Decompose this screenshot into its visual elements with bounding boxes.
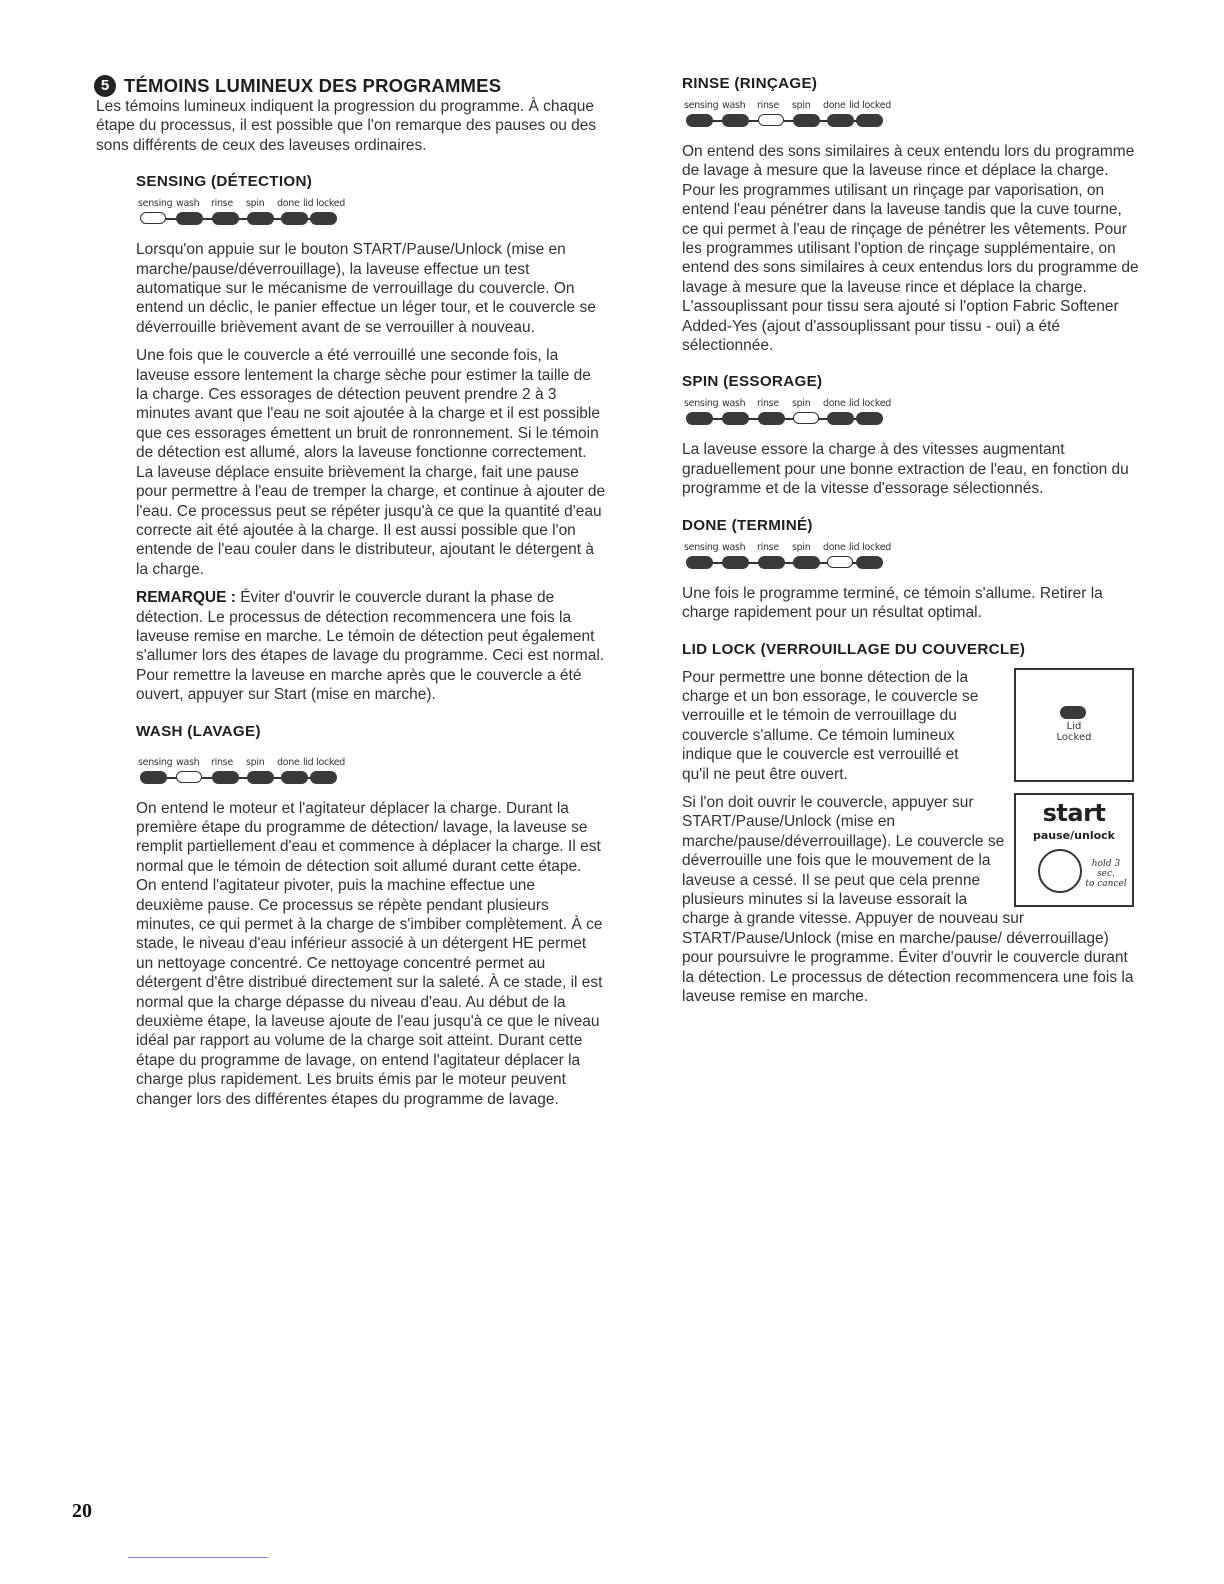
label-spin: spin	[246, 756, 265, 768]
label-done: done	[823, 398, 846, 410]
label-sensing: sensing	[684, 541, 719, 553]
start-sublabel: pause/unlock	[1033, 828, 1115, 842]
lid-lock-block-2	[682, 793, 1142, 1006]
label-lid-locked: lid locked	[849, 541, 892, 553]
label-sensing: sensing	[138, 198, 173, 210]
pill-sensing-lit	[140, 212, 166, 224]
program-indicator	[684, 541, 892, 574]
indicator-bar	[138, 771, 338, 785]
hold-text: hold 3 sec.	[1091, 858, 1121, 879]
section-title-row	[96, 74, 606, 98]
sensing-paragraph-2: Une fois que le couvercle a été verrouillé une seconde fois, la laveuse essore lentement la charge sèche pour estimer la taille de la charge. Ces essorages de détection peuvent prendre 2 à 3 minutes avant que l'eau ne soit ajoutée à la charge et il est possible que ces essorages émettent un bruit de ronronnement. Si le témoin de détection est allumé, alors la laveuse fonctionne correctement. La laveuse déplace ensuite brièvement la charge, fait une pause pour permettre à l'eau de tremper la charge, et continue à ajouter de l'eau. Ce processus peut se répéter jusqu'à ce que la quantité d'eau correcte ait été ajoutée à la charge. Il est aussi possible que l'on entende de l'eau couler dans le distributeur, ajoutant le détergent à la charge.	[136, 347, 606, 578]
pill-done	[827, 412, 854, 425]
remarque-text: Éviter d'ouvrir le couvercle durant la phase de détection. Le processus de détection recommencera une fois la laveuse remise en marche. Le témoin de détection peut également s'allumer lors des étapes de lavage du programme. Ceci est normal. Pour remettre la laveuse en marche après que le couvercle a été ouvert, appuyer sur Start (mise en marche).	[136, 589, 605, 704]
label-rinse: rinse	[211, 198, 233, 210]
label-spin: spin	[246, 198, 265, 210]
rinse-heading: RINSE (RINÇAGE)	[682, 75, 818, 92]
lid-label: Lid	[1066, 720, 1082, 732]
pill-spin	[247, 212, 274, 225]
pill-lid-locked	[856, 412, 883, 425]
indicator-bar	[138, 212, 338, 226]
label-lid-locked: lid locked	[849, 398, 892, 410]
label-done: done	[277, 198, 300, 210]
wash-block	[136, 705, 606, 1110]
program-indicator	[684, 398, 892, 430]
wash-heading: WASH (LAVAGE)	[136, 722, 261, 740]
sensing-remarque	[136, 588, 606, 704]
done-paragraph: Une fois le programme terminé, ce témoin s'allume. Retirer la charge rapidement pour un résultat optimal.	[682, 584, 1103, 622]
pill-lid-locked	[310, 212, 337, 225]
sensing-block	[136, 155, 606, 704]
lid-lock-block-1	[682, 668, 1142, 784]
pill-rinse	[758, 556, 785, 569]
program-indicator	[684, 100, 892, 132]
label-sensing: sensing	[684, 398, 719, 410]
label-rinse: rinse	[757, 541, 779, 553]
pill-rinse-lit	[758, 114, 784, 126]
pill-lid-locked	[310, 771, 337, 784]
pill-spin	[793, 556, 820, 569]
program-indicator	[138, 198, 346, 230]
sensing-paragraph-1: Lorsqu'on appuie sur le bouton START/Pause/Unlock (mise en marche/pause/déverrouillage), la laveuse effectue un test automatique sur le mécanisme de verrouillage du couvercle. On entend un déclic, le panier effectue un léger tour, et le couvercle se déverrouille brièvement avant de se verrouiller à nouveau.	[136, 241, 596, 336]
pill-done	[827, 114, 854, 127]
lid-locked-label	[1016, 721, 1132, 743]
pill-wash	[722, 412, 749, 425]
pill-sensing	[686, 556, 713, 569]
lid-lock-paragraph-2-text: Si l'on doit ouvrir le couvercle, appuyer sur START/Pause/Unlock (mise en marche/pause/déverrouillage). Le couvercle se déverrouille une fois que le mouvement de la laveuse a cessé. Il se peut que cela prenne plusieurs minutes si la laveuse essorait la charge à grande vitesse. Appuyer de nouveau sur START/Pause/Unlock (mise en marche/pause/ déverrouillage) pour poursuivre le programme. Éviter d'ouvrir le couvercle durant la détection. Le processus de détection recommencera une fois la laveuse remise en marche.	[682, 793, 1134, 1005]
pill-lid-locked	[856, 114, 883, 127]
section-title: TÉMOINS LUMINEUX DES PROGRAMMES	[124, 75, 502, 96]
label-lid-locked: lid locked	[849, 100, 892, 111]
indicator-bar	[684, 114, 884, 128]
done-heading: DONE (TERMINÉ)	[682, 516, 813, 534]
lid-lock-paragraph-1: Pour permettre une bonne détection de la charge et un bon essorage, le couvercle se verrouille et le témoin de verrouillage du couvercle s'allume. Ce témoin lumineux indique que le couvercle est verrouillé et qu'il ne peut être ouvert.	[682, 668, 979, 783]
program-indicator	[138, 756, 346, 789]
lid-locked-light	[1060, 706, 1086, 719]
pill-spin-lit	[793, 412, 819, 424]
cancel-text: to cancel	[1085, 878, 1127, 889]
label-lid-locked: lid locked	[303, 198, 346, 210]
label-spin: spin	[792, 100, 811, 111]
label-lid-locked: lid locked	[303, 756, 346, 768]
hold-to-cancel-note	[1082, 859, 1130, 889]
sensing-heading: SENSING (DÉTECTION)	[136, 173, 313, 191]
left-column	[96, 74, 606, 1109]
indicator-bar	[684, 412, 884, 426]
pill-done-lit	[827, 556, 853, 568]
pill-spin	[793, 114, 820, 127]
label-sensing: sensing	[684, 100, 719, 111]
pill-wash	[722, 114, 749, 127]
pill-wash-lit	[176, 771, 202, 783]
page-number: 20	[72, 1500, 92, 1522]
label-sensing: sensing	[138, 756, 173, 768]
pill-rinse	[758, 412, 785, 425]
label-wash: wash	[722, 398, 746, 410]
pill-wash	[722, 556, 749, 569]
lid-locked-indicator-figure	[1014, 668, 1134, 782]
label-wash: wash	[176, 756, 200, 768]
label-rinse: rinse	[757, 100, 779, 111]
label-wash: wash	[722, 100, 746, 111]
section-intro: Les témoins lumineux indiquent la progression du programme. À chaque étape du processus, il est possible que l'on remarque des pauses ou des sons différents de ceux des laveuses ordinaires.	[96, 98, 597, 154]
label-wash: wash	[722, 541, 746, 553]
pill-done	[281, 771, 308, 784]
pill-sensing	[686, 114, 713, 127]
pill-sensing	[686, 412, 713, 425]
start-button-circle-icon	[1038, 849, 1082, 893]
rinse-paragraph: On entend des sons similaires à ceux entendu lors du programme de lavage à mesure que la laveuse rince et déplace la charge. Pour les programmes utilisant un rinçage par vaporisation, on entend l'eau pénétrer dans la laveuse tandis que la cuve tourne, ce qui permet à l'eau de rinçage de pénétrer les vêtements. Pour les programmes utilisant l'option de rinçage supplémentaire, on entend des sons similaires à ceux entendus lors du programme de lavage à mesure que la laveuse rince et déplace la charge. L'assouplissant pour tissu sera ajouté si l'option Fabric Softener Added-Yes (ajout d'assouplissant pour tissu - oui) a été sélectionnée.	[682, 143, 1139, 355]
label-done: done	[277, 756, 300, 768]
bottom-rule	[128, 1557, 268, 1558]
label-rinse: rinse	[211, 756, 233, 768]
pill-spin	[247, 771, 274, 784]
label-rinse: rinse	[757, 398, 779, 410]
pill-wash	[176, 212, 203, 225]
start-label: start	[1042, 798, 1106, 827]
remarque-label: REMARQUE :	[136, 589, 236, 607]
spin-heading: SPIN (ESSORAGE)	[682, 373, 823, 391]
pill-rinse	[212, 212, 239, 225]
lid-lock-heading: LID LOCK (VERROUILLAGE DU COUVERCLE)	[682, 640, 1026, 658]
spin-paragraph: La laveuse essore la charge à des vitesses augmentant graduellement pour une bonne extraction de l'eau, en fonction du programme et de la vitesse d'essorage sélectionnés.	[682, 441, 1129, 498]
label-spin: spin	[792, 541, 811, 553]
indicator-bar	[684, 556, 884, 570]
label-spin: spin	[792, 398, 811, 410]
label-wash: wash	[176, 198, 200, 210]
pill-sensing	[140, 771, 167, 784]
label-done: done	[823, 100, 846, 111]
label-done: done	[823, 541, 846, 553]
right-column	[682, 74, 1142, 1006]
pill-rinse	[212, 771, 239, 784]
locked-label: Locked	[1056, 731, 1092, 743]
start-button-figure	[1014, 793, 1134, 907]
wash-paragraph: On entend le moteur et l'agitateur déplacer la charge. Durant la première étape du programme de détection/ lavage, la laveuse se remplit partiellement d'eau et commence à déplacer la charge. Il est normal que le témoin de détection soit allumé durant cette étape. On entend l'agitateur pivoter, puis la machine effectue une deuxième pause. Ce processus se répète pendant plusieurs minutes, ce qui permet à la charge de s'imbiber complètement. À ce stade, le niveau d'eau inférieur associé à un détergent HE permet un nettoyage concentré. Ce nettoyage concentré permet au détergent d'être distribué directement sur la saleté. À ce stade, il est normal que la charge dépasse du niveau d'eau. Au début de la deuxième étape, la laveuse ajoute de l'eau jusqu'à ce que le niveau idéal par rapport au volume de la charge soit atteint. Durant cette étape du programme de lavage, on entend l'agitateur déplacer la charge plus rapidement. Les bruits émis par le moteur peuvent changer lors des différentes étapes du programme de lavage.	[136, 799, 603, 1108]
pill-done	[281, 212, 308, 225]
section-number-badge: 5	[94, 75, 116, 97]
pill-lid-locked	[856, 556, 883, 569]
